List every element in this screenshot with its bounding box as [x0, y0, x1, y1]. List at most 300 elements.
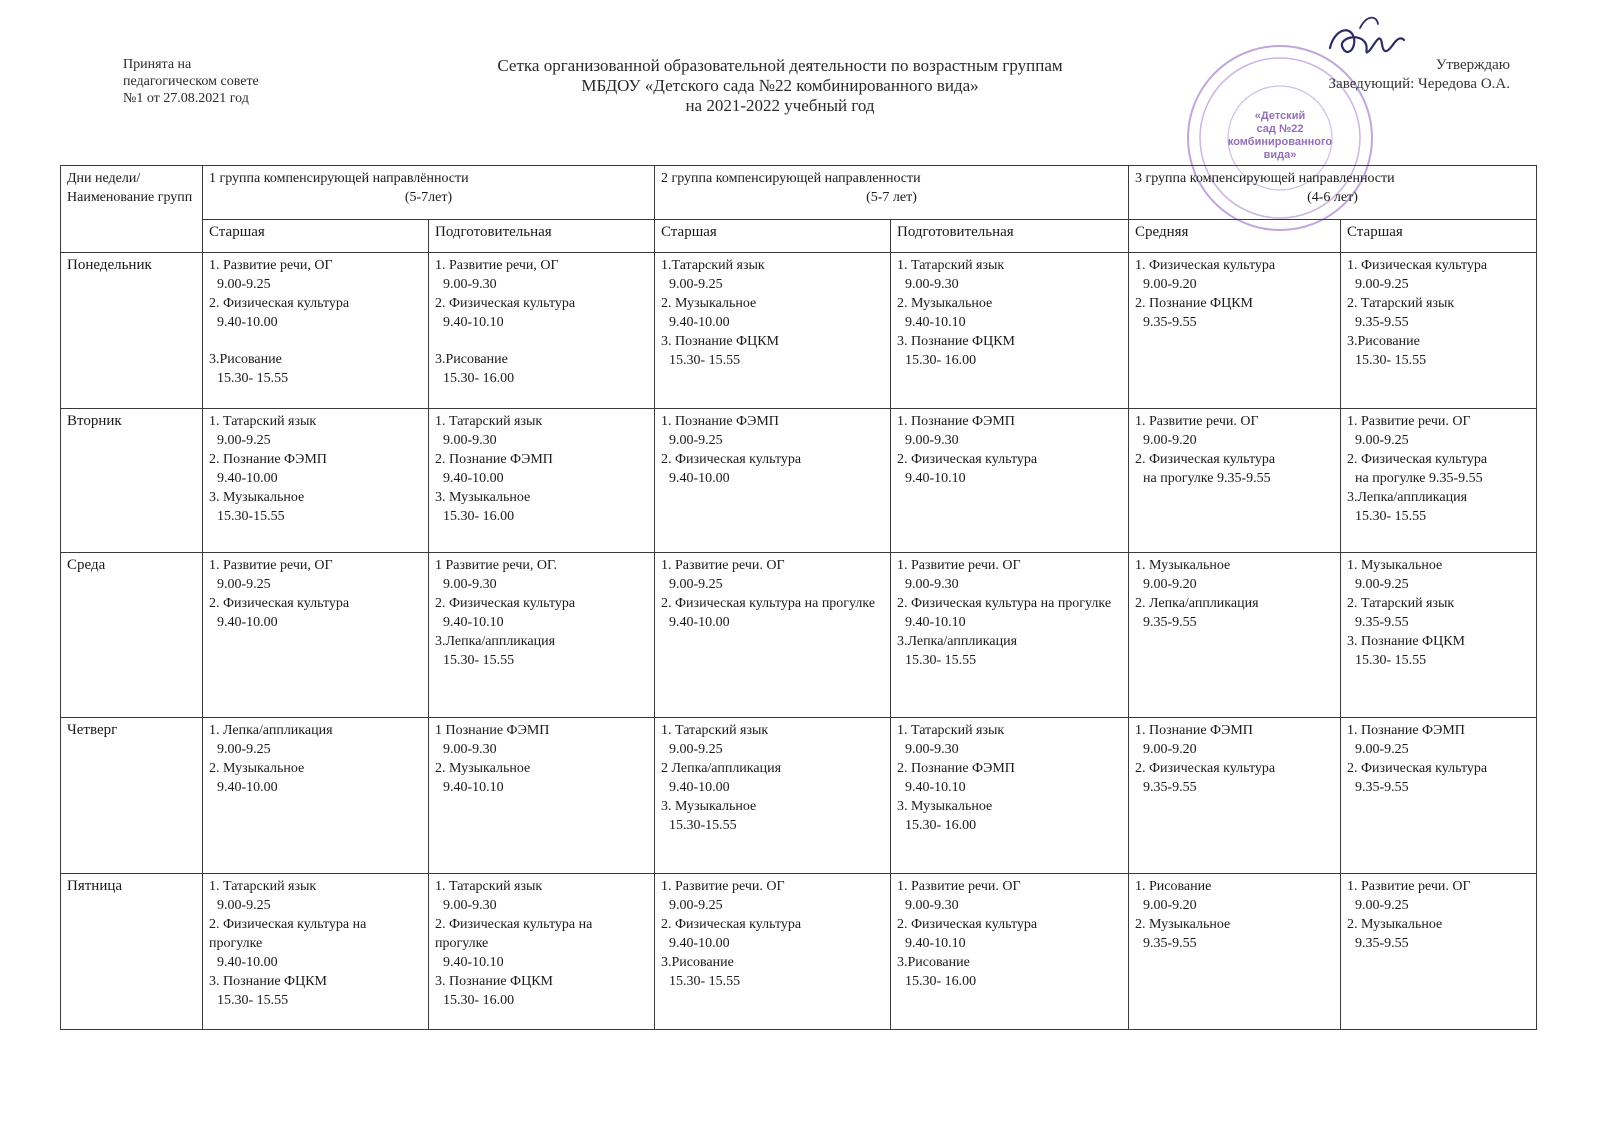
subgroup-cell: Старшая — [203, 220, 429, 253]
lesson-time: 9.40-10.00 — [669, 615, 730, 630]
lesson-time: 9.40-10.10 — [905, 315, 966, 330]
lesson-time: 9.40-10.00 — [669, 471, 730, 486]
lesson-name: 1. Познание ФЭМП — [1347, 723, 1465, 738]
schedule-cell — [429, 718, 655, 874]
lesson-entry — [209, 256, 422, 294]
lesson-time: 15.30- 16.00 — [905, 974, 977, 989]
schedule-cell — [1341, 553, 1537, 718]
lesson-name: 2. Физическая культура — [1135, 761, 1276, 776]
lesson-time: 9.00-9.25 — [217, 898, 271, 913]
schedule-cell — [655, 409, 891, 553]
lesson-entry — [1347, 332, 1530, 370]
accepted-line: Принята на — [123, 57, 192, 72]
lesson-entry — [1135, 721, 1334, 759]
group-age: (5-7 лет) — [866, 190, 917, 205]
lesson-entry — [661, 759, 884, 797]
lesson-entry — [1347, 632, 1530, 670]
title-line: МБДОУ «Детского сада №22 комбинированного вида» — [581, 76, 979, 95]
lesson-entry — [209, 594, 422, 632]
group-title: 3 группа компенсирующей направленности — [1135, 171, 1395, 186]
day-row — [61, 253, 1537, 409]
lesson-entry — [1347, 412, 1530, 450]
lesson-time: 15.30- 15.55 — [217, 371, 289, 386]
lesson-name: 2. Познание ФЭМП — [209, 452, 327, 467]
document-title — [420, 56, 1140, 116]
lesson-entry — [661, 556, 884, 594]
lesson-name: 1. Татарский язык — [897, 258, 1005, 273]
approval-line: Утверждаю — [1435, 57, 1510, 73]
lesson-time: 15.30- 15.55 — [669, 353, 741, 368]
lesson-entry — [1135, 556, 1334, 594]
lesson-time: 9.40-10.00 — [217, 780, 278, 795]
lesson-time: 9.35-9.55 — [1143, 936, 1197, 951]
group-header-cell — [203, 166, 655, 220]
lesson-time: 9.00-9.25 — [1355, 742, 1409, 757]
lesson-name: 1. Татарский язык — [897, 723, 1005, 738]
schedule-cell — [891, 874, 1129, 1030]
lesson-time: 15.30- 15.55 — [905, 653, 977, 668]
lesson-entry — [897, 721, 1122, 759]
lesson-entry — [897, 256, 1122, 294]
lesson-entry — [897, 877, 1122, 915]
lesson-entry — [897, 556, 1122, 594]
lesson-name: 2. Физическая культура — [661, 452, 802, 467]
subgroup-cell: Старшая — [1341, 220, 1537, 253]
lesson-name: 1. Развитие речи, ОГ — [435, 258, 559, 273]
lesson-name: 3. Музыкальное — [897, 799, 993, 814]
lesson-entry — [435, 972, 648, 1010]
lesson-entry — [897, 915, 1122, 953]
lesson-entry — [435, 256, 648, 294]
lesson-entry — [1135, 915, 1334, 953]
lesson-name: 2. Физическая культура — [897, 452, 1038, 467]
lesson-entry — [661, 594, 884, 632]
lesson-time: 9.40-10.10 — [443, 315, 504, 330]
lesson-name: 3.Лепка/аппликация — [1347, 490, 1468, 505]
lesson-name: 2. Физическая культура на прогулке — [661, 596, 876, 611]
lesson-name: 1. Татарский язык — [435, 414, 543, 429]
lesson-name: 2. Физическая культура — [209, 296, 350, 311]
stamp-line: «Детский — [1254, 110, 1306, 122]
lesson-name: 2. Физическая культура на прогулке — [897, 596, 1112, 611]
lesson-entry — [435, 488, 648, 526]
lesson-name: 1. Развитие речи. ОГ — [1347, 879, 1471, 894]
schedule-cell — [891, 718, 1129, 874]
lesson-name: 1. Познание ФЭМП — [1135, 723, 1253, 738]
approval-line: Заведующий: Чередова О.А. — [1328, 76, 1510, 92]
lesson-name: 2. Физическая культура — [1347, 452, 1488, 467]
lesson-name: 3.Рисование — [1347, 334, 1420, 349]
group-header-row — [61, 166, 1537, 220]
lesson-name: 2. Физическая культура — [1347, 761, 1488, 776]
lesson-time: 9.40-10.00 — [217, 315, 278, 330]
day-name-cell: Пятница — [61, 874, 203, 1030]
schedule-cell — [429, 874, 655, 1030]
lesson-entry — [661, 294, 884, 332]
lesson-time: 9.00-9.20 — [1143, 433, 1197, 448]
lesson-name: 3. Познание ФЦКМ — [435, 974, 554, 989]
lesson-name: 3. Познание ФЦКМ — [209, 974, 328, 989]
lesson-entry — [435, 294, 648, 332]
lesson-time: 15.30-15.55 — [217, 509, 285, 524]
lesson-entry — [897, 332, 1122, 370]
lesson-name: 2. Музыкальное — [435, 761, 531, 776]
schedule-cell — [655, 718, 891, 874]
lesson-name: 3.Рисование — [897, 955, 970, 970]
schedule-cell — [891, 253, 1129, 409]
schedule-cell — [1341, 253, 1537, 409]
lesson-entry — [209, 412, 422, 450]
schedule-cell — [655, 253, 891, 409]
lesson-time: 9.40-10.10 — [443, 615, 504, 630]
lesson-entry — [661, 721, 884, 759]
lesson-name: 3. Познание ФЦКМ — [661, 334, 780, 349]
lesson-name: 3.Рисование — [209, 352, 282, 367]
lesson-entry — [1135, 412, 1334, 450]
lesson-time: 9.00-9.25 — [669, 433, 723, 448]
lesson-name: 1 Познание ФЭМП — [435, 723, 550, 738]
lesson-time: 9.40-10.00 — [217, 471, 278, 486]
lesson-entry — [209, 759, 422, 797]
lesson-time: 9.00-9.30 — [905, 277, 959, 292]
lesson-time: 9.40-10.10 — [905, 615, 966, 630]
schedule-cell — [203, 409, 429, 553]
lesson-entry — [661, 256, 884, 294]
lesson-time: 9.00-9.25 — [1355, 577, 1409, 592]
lesson-time: 9.35-9.55 — [1355, 615, 1409, 630]
lesson-name: 3.Рисование — [435, 352, 508, 367]
lesson-name: 3. Музыкальное — [435, 490, 531, 505]
lesson-name: 2. Музыкальное — [1135, 917, 1231, 932]
schedule-cell — [655, 553, 891, 718]
subgroup-cell: Старшая — [655, 220, 891, 253]
lesson-time: 9.00-9.25 — [217, 433, 271, 448]
lesson-entry — [1347, 594, 1530, 632]
subgroup-header-row — [61, 220, 1537, 253]
lesson-time: 9.40-10.10 — [905, 780, 966, 795]
schedule-cell — [1129, 409, 1341, 553]
lesson-name: 2. Музыкальное — [209, 761, 305, 776]
stamp-line: вида» — [1263, 149, 1297, 161]
schedule-cell — [429, 253, 655, 409]
lesson-time: 15.30- 16.00 — [905, 353, 977, 368]
lesson-time: 9.00-9.25 — [217, 577, 271, 592]
lesson-entry — [209, 877, 422, 915]
lesson-name: 3.Рисование — [661, 955, 734, 970]
accepted-line: №1 от 27.08.2021 год — [123, 91, 249, 106]
lesson-entry — [661, 332, 884, 370]
lesson-entry — [897, 294, 1122, 332]
lesson-time: 9.00-9.25 — [217, 742, 271, 757]
lesson-time: 9.00-9.20 — [1143, 277, 1197, 292]
lesson-entry — [209, 294, 422, 332]
lesson-entry — [897, 953, 1122, 991]
lesson-time: 15.30- 16.00 — [905, 818, 977, 833]
lesson-name: 1. Рисование — [1135, 879, 1212, 894]
lesson-time: 9.00-9.30 — [443, 277, 497, 292]
day-name-cell: Понедельник — [61, 253, 203, 409]
schedule-cell — [429, 409, 655, 553]
lesson-name: 2. Татарский язык — [1347, 296, 1455, 311]
lesson-name: 3. Познание ФЦКМ — [897, 334, 1016, 349]
schedule-cell — [1341, 718, 1537, 874]
lesson-name: 2. Физическая культура — [435, 596, 576, 611]
corner-header-cell — [61, 166, 203, 253]
lesson-name: 1. Музыкальное — [1135, 558, 1231, 573]
title-line: на 2021-2022 учебный год — [685, 96, 875, 115]
lesson-name: 1. Татарский язык — [209, 414, 317, 429]
schedule-table — [60, 165, 1537, 1030]
lesson-time: 15.30- 16.00 — [443, 509, 515, 524]
lesson-entry — [435, 759, 648, 797]
lesson-entry — [435, 556, 648, 594]
stamp-line: сад №22 — [1256, 123, 1304, 135]
group-title: 1 группа компенсирующей направлённости — [209, 171, 469, 186]
day-rows — [61, 253, 1537, 1030]
group-header-cell — [655, 166, 1129, 220]
lesson-entry — [661, 877, 884, 915]
lesson-entry — [435, 594, 648, 632]
lesson-time: 9.00-9.25 — [669, 277, 723, 292]
lesson-time: 9.00-9.20 — [1143, 577, 1197, 592]
lesson-time: 9.00-9.25 — [217, 277, 271, 292]
subgroup-cell: Подготовительная — [429, 220, 655, 253]
lesson-entry — [661, 953, 884, 991]
lesson-entry — [897, 412, 1122, 450]
lesson-time: 9.40-10.00 — [669, 780, 730, 795]
subgroup-cell: Средняя — [1129, 220, 1341, 253]
lesson-entry — [1347, 294, 1530, 332]
schedule-cell — [1129, 553, 1341, 718]
lesson-time: 9.35-9.55 — [1143, 615, 1197, 630]
lesson-entry — [1135, 759, 1334, 797]
corner-label: Дни недели/ Наименование групп — [67, 171, 193, 205]
lesson-name: 3. Музыкальное — [209, 490, 305, 505]
lesson-name: 3. Музыкальное — [661, 799, 757, 814]
lesson-time: 9.00-9.30 — [905, 742, 959, 757]
lesson-name: 2. Музыкальное — [661, 296, 757, 311]
day-name-cell: Среда — [61, 553, 203, 718]
group-age: (5-7лет) — [404, 190, 453, 205]
lesson-time: 9.40-10.00 — [217, 615, 278, 630]
schedule-cell — [1341, 409, 1537, 553]
group-title: 2 группа компенсирующей направленности — [661, 171, 921, 186]
lesson-time: 9.00-9.30 — [443, 898, 497, 913]
schedule-cell — [1341, 874, 1537, 1030]
lesson-entry — [209, 450, 422, 488]
lesson-entry — [435, 721, 648, 759]
lesson-entry — [897, 594, 1122, 632]
lesson-entry — [661, 412, 884, 450]
schedule-cell — [203, 253, 429, 409]
lesson-entry — [209, 915, 422, 972]
day-row — [61, 718, 1537, 874]
lesson-name: 2. Музыкальное — [1347, 917, 1443, 932]
lesson-name: 1. Развитие речи. ОГ — [661, 879, 785, 894]
lesson-time: 9.00-9.30 — [443, 433, 497, 448]
lesson-name: 1. Познание ФЭМП — [897, 414, 1015, 429]
lesson-time: 9.00-9.25 — [669, 742, 723, 757]
lesson-time: 9.35-9.55 — [1355, 315, 1409, 330]
lesson-time: 9.35-9.55 — [1143, 315, 1197, 330]
schedule-cell — [891, 553, 1129, 718]
lesson-time: 9.00-9.30 — [443, 577, 497, 592]
lesson-entry — [897, 797, 1122, 835]
lesson-time: 9.00-9.30 — [905, 898, 959, 913]
lesson-name: 1. Развитие речи. ОГ — [897, 879, 1021, 894]
lesson-time: 15.30- 15.55 — [1355, 509, 1427, 524]
lesson-time: 9.00-9.20 — [1143, 898, 1197, 913]
lesson-time: 9.00-9.25 — [669, 577, 723, 592]
lesson-entry — [897, 632, 1122, 670]
accepted-by-council-note — [123, 56, 323, 107]
lesson-time: 15.30- 15.55 — [1355, 353, 1427, 368]
schedule-cell — [203, 874, 429, 1030]
lesson-name: 2. Познание ФЦКМ — [1135, 296, 1254, 311]
lesson-time: 9.40-10.10 — [905, 936, 966, 951]
lesson-entry — [1347, 915, 1530, 953]
lesson-name: 2. Познание ФЭМП — [897, 761, 1015, 776]
lesson-time: на прогулке 9.35-9.55 — [1355, 471, 1483, 486]
schedule-cell — [1129, 253, 1341, 409]
lesson-name: 1. Татарский язык — [209, 879, 317, 894]
lesson-entry — [661, 915, 884, 953]
lesson-time: 9.00-9.25 — [1355, 898, 1409, 913]
lesson-time: 15.30- 16.00 — [443, 371, 515, 386]
lesson-entry — [435, 632, 648, 670]
lesson-entry — [897, 450, 1122, 488]
schedule-cell — [203, 718, 429, 874]
lesson-entry — [1347, 256, 1530, 294]
schedule-cell — [891, 409, 1129, 553]
lesson-name: 1. Развитие речи, ОГ — [209, 558, 333, 573]
lesson-name: 1. Музыкальное — [1347, 558, 1443, 573]
lesson-name: 1. Татарский язык — [661, 723, 769, 738]
lesson-entry — [1347, 450, 1530, 488]
lesson-time: 9.40-10.00 — [443, 471, 504, 486]
lesson-entry — [1135, 450, 1334, 488]
lesson-name: 2. Физическая культура — [209, 596, 350, 611]
lesson-time: 9.00-9.25 — [1355, 277, 1409, 292]
lesson-entry — [209, 488, 422, 526]
lesson-time: 9.40-10.10 — [443, 955, 504, 970]
lesson-entry — [1347, 488, 1530, 526]
lesson-name: 1. Татарский язык — [435, 879, 543, 894]
lesson-name: 1. Физическая культура — [1347, 258, 1488, 273]
lesson-entry — [1347, 556, 1530, 594]
lesson-entry — [209, 721, 422, 759]
lesson-entry — [209, 556, 422, 594]
lesson-time: 9.00-9.25 — [1355, 433, 1409, 448]
day-row — [61, 874, 1537, 1030]
lesson-name: 1. Развитие речи. ОГ — [661, 558, 785, 573]
lesson-name: 2 Лепка/аппликация — [661, 761, 782, 776]
lesson-time: 9.40-10.00 — [669, 936, 730, 951]
schedule-cell — [203, 553, 429, 718]
lesson-entry — [661, 450, 884, 488]
lesson-entry — [1135, 256, 1334, 294]
schedule-cell — [1129, 718, 1341, 874]
day-name-cell: Четверг — [61, 718, 203, 874]
lesson-name: 1. Развитие речи. ОГ — [897, 558, 1021, 573]
lesson-time: 9.40-10.10 — [905, 471, 966, 486]
lesson-entry — [897, 759, 1122, 797]
stamp-text — [1215, 110, 1345, 162]
lesson-name: 1. Лепка/аппликация — [209, 723, 333, 738]
lesson-name: 2. Физическая культура на прогулке — [435, 917, 593, 951]
lesson-time: на прогулке 9.35-9.55 — [1143, 471, 1271, 486]
schedule-cell — [655, 874, 891, 1030]
lesson-name: 2. Физическая культура — [1135, 452, 1276, 467]
day-row — [61, 409, 1537, 553]
lesson-name: 2. Физическая культура — [661, 917, 802, 932]
lesson-time: 9.40-10.10 — [443, 780, 504, 795]
lesson-name: 2. Физическая культура — [897, 917, 1038, 932]
title-line: Сетка организованной образовательной деятельности по возрастным группам — [497, 56, 1063, 75]
lesson-time: 9.35-9.55 — [1355, 936, 1409, 951]
stamp-line: комбинированного — [1227, 136, 1333, 148]
lesson-time: 9.35-9.55 — [1143, 780, 1197, 795]
lesson-time: 15.30- 15.55 — [217, 993, 289, 1008]
lesson-name: 1. Развитие речи. ОГ — [1135, 414, 1259, 429]
lesson-name: 3.Лепка/аппликация — [897, 634, 1018, 649]
lesson-entry — [209, 972, 422, 1010]
lesson-name: 2. Музыкальное — [897, 296, 993, 311]
lesson-name: 2. Познание ФЭМП — [435, 452, 553, 467]
lesson-entry — [1347, 877, 1530, 915]
lesson-name: 1. Физическая культура — [1135, 258, 1276, 273]
lesson-time: 15.30-15.55 — [669, 818, 737, 833]
accepted-line: педагогическом совете — [123, 74, 259, 89]
lesson-entry — [1347, 721, 1530, 759]
lesson-entry — [435, 412, 648, 450]
day-name-cell: Вторник — [61, 409, 203, 553]
subgroup-cell: Подготовительная — [891, 220, 1129, 253]
lesson-time: 9.00-9.30 — [905, 577, 959, 592]
lesson-time: 15.30- 15.55 — [669, 974, 741, 989]
lesson-name: 1.Татарский язык — [661, 258, 765, 273]
lesson-name: 2. Лепка/аппликация — [1135, 596, 1259, 611]
lesson-time: 9.35-9.55 — [1355, 780, 1409, 795]
lesson-name: 1. Развитие речи. ОГ — [1347, 414, 1471, 429]
lesson-entry — [435, 450, 648, 488]
lesson-entry — [1347, 759, 1530, 797]
lesson-entry — [1135, 294, 1334, 332]
lesson-name: 1 Развитие речи, ОГ. — [435, 558, 557, 573]
lesson-time: 15.30- 15.55 — [1355, 653, 1427, 668]
schedule-cell — [1129, 874, 1341, 1030]
lesson-name: 2. Физическая культура — [435, 296, 576, 311]
lesson-time: 9.00-9.20 — [1143, 742, 1197, 757]
lesson-time: 15.30- 16.00 — [443, 993, 515, 1008]
lesson-time: 9.40-10.00 — [217, 955, 278, 970]
lesson-entry — [435, 350, 648, 388]
schedule-cell — [429, 553, 655, 718]
lesson-entry — [661, 797, 884, 835]
group-age: (4-6 лет) — [1307, 190, 1358, 205]
lesson-name: 1. Развитие речи, ОГ — [209, 258, 333, 273]
approval-block — [1329, 56, 1510, 94]
lesson-entry — [1135, 594, 1334, 632]
lesson-time: 9.40-10.00 — [669, 315, 730, 330]
lesson-name: 2. Татарский язык — [1347, 596, 1455, 611]
lesson-time: 15.30- 15.55 — [443, 653, 515, 668]
lesson-name: 3.Лепка/аппликация — [435, 634, 556, 649]
lesson-name: 3. Познание ФЦКМ — [1347, 634, 1466, 649]
lesson-name: 2. Физическая культура на прогулке — [209, 917, 367, 951]
lesson-name: 1. Познание ФЭМП — [661, 414, 779, 429]
lesson-entry — [435, 915, 648, 972]
